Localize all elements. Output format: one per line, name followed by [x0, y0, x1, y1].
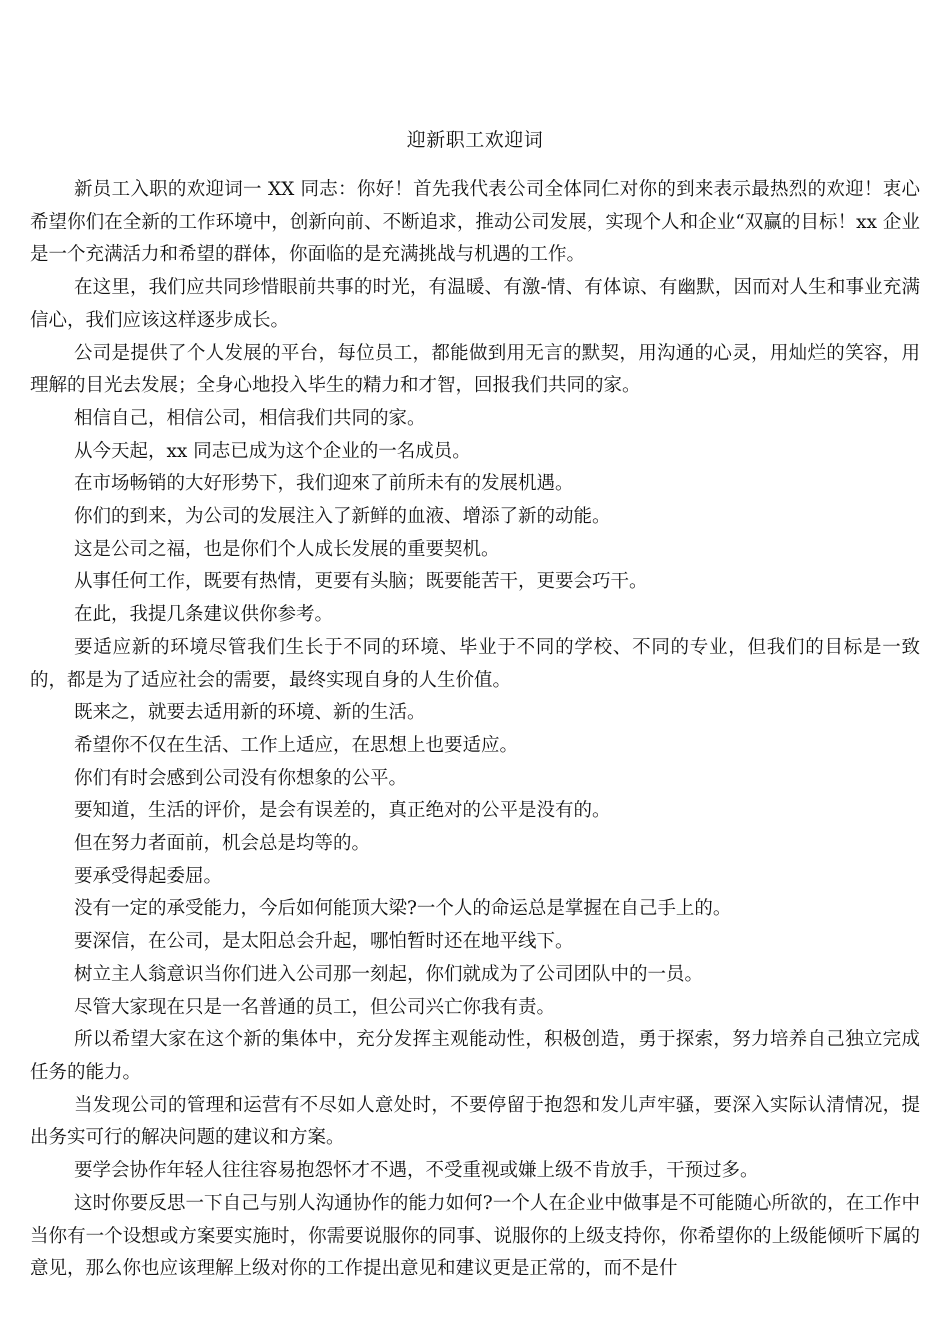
document-body	[30, 174, 920, 1286]
paragraph-4: 相信自己，相信公司，相信我们共同的家。	[74, 407, 426, 429]
paragraph-18: 没有一定的承受能力，今后如何能顶大梁?一个人的命运总是掌握在自己手上的。	[74, 898, 732, 920]
paragraph-3: 公司是提供了个人发展的平台，每位员工，都能做到用无言的默契，用沟通的心灵，用灿烂的笑容，用理解的目光去发展；全身心地投入毕生的精力和才智，回报我们共同的家。	[30, 342, 920, 397]
paragraph-24: 要学会协作年轻人往往容易抱怨怀才不遇，不受重视或嫌上级不肯放手，干预过多。	[74, 1160, 759, 1182]
paragraph-19: 要深信，在公司，是太阳总会升起，哪怕暂时还在地平线下。	[74, 931, 574, 953]
paragraph-25: 这时你要反思一下自己与别人沟通协作的能力如何?一个人在企业中做事是不可能随心所欲的，在工作中当你有一个设想或方案要实施时，你需要说服你的同事、说服你的上级支持你，你希望你的上级能倾听下属的意见，那么你也应该理解上级对你的工作提出意见和建议更是正常的，而不是什	[30, 1192, 920, 1280]
paragraph-1: 新员工入职的欢迎词一 XX 同志：你好！首先我代表公司全体同仁对你的到来表示最热烈的欢迎！衷心希望你们在全新的工作环境中，创新向前、不断追求，推动公司发展，实现个人和企业“双赢的目标！xx 企业是一个充满活力和希望的群体，你面临的是充满挑战与机遇的工作。	[30, 179, 920, 266]
paragraph-15: 要知道，生活的评价，是会有误差的，真正绝对的公平是没有的。	[74, 800, 611, 822]
paragraph-14: 你们有时会感到公司没有你想象的公平。	[74, 767, 408, 789]
paragraph-17: 要承受得起委屈。	[74, 865, 223, 887]
paragraph-2: 在这里，我们应共同珍惜眼前共事的时光，有温暖、有激-情、有体谅、有幽默，因而对人生和事业充满信心，我们应该这样逐步成长。	[30, 277, 920, 331]
paragraph-8: 这是公司之福，也是你们个人成长发展的重要契机。	[74, 538, 500, 560]
paragraph-11: 要适应新的环境尽管我们生长于不同的环境、毕业于不同的学校、不同的专业，但我们的目标是一致的，都是为了适应社会的需要，最终实现自身的人生价值。	[30, 636, 920, 691]
paragraph-6: 在市场畅销的大好形势下，我们迎來了前所未有的发展机遇。	[74, 473, 574, 495]
paragraph-5: 从今天起，xx 同志已成为这个企业的一名成员。	[74, 440, 471, 462]
paragraph-20: 树立主人翁意识当你们进入公司那一刻起，你们就成为了公司团队中的一员。	[74, 963, 704, 985]
paragraph-9: 从事任何工作，既要有热情，更要有头脑；既要能苦干，更要会巧干。	[74, 571, 648, 593]
paragraph-13: 希望你不仅在生活、工作上适应，在思想上也要适应。	[74, 734, 519, 756]
paragraph-10: 在此，我提几条建议供你参考。	[74, 604, 334, 626]
paragraph-12: 既来之，就要去适用新的环境、新的生活。	[74, 702, 426, 724]
paragraph-22: 所以希望大家在这个新的集体中，充分发挥主观能动性，积极创造，勇于探索，努力培养自己独立完成任务的能力。	[30, 1029, 920, 1083]
paragraph-21: 尽管大家现在只是一名普通的员工，但公司兴亡你我有责。	[74, 996, 556, 1018]
paragraph-23: 当发现公司的管理和运营有不尽如人意处时，不要停留于抱怨和发儿声牢骚，要深入实际认清情况，提出务实可行的解决问题的建议和方案。	[30, 1094, 920, 1149]
paragraph-16: 但在努力者面前，机会总是均等的。	[74, 833, 371, 855]
paragraph-7: 你们的到来，为公司的发展注入了新鲜的血液、增添了新的动能。	[74, 506, 611, 528]
document-title: 迎新职工欢迎词	[406, 129, 544, 151]
